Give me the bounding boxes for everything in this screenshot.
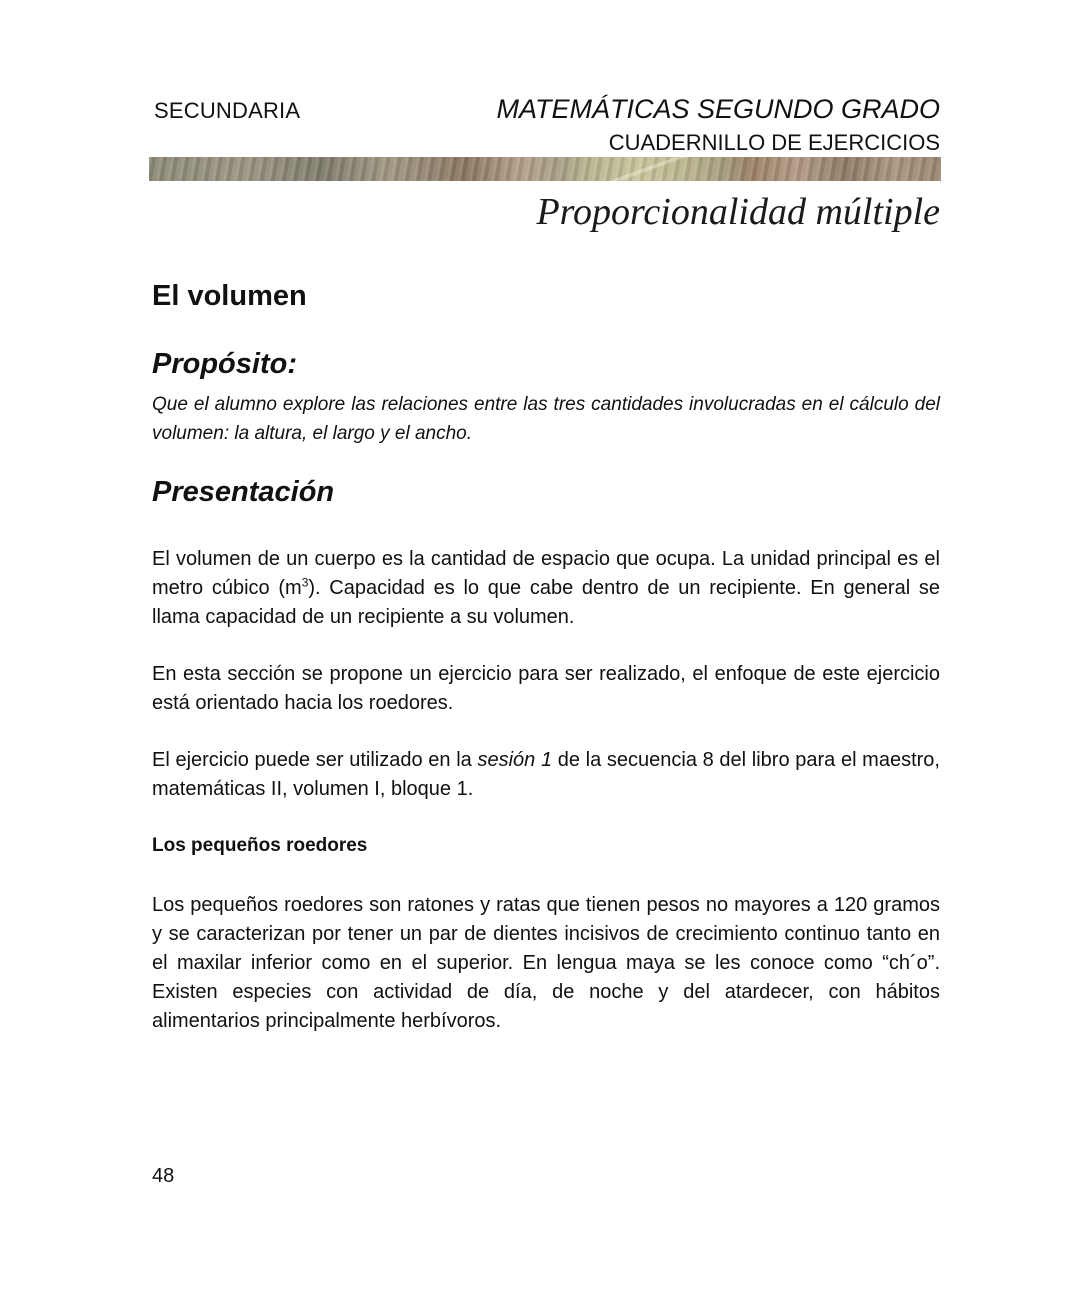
chapter-title: Proporcionalidad múltiple bbox=[536, 191, 940, 233]
subsection-paragraph: Los pequeños roedores son ratones y ratas que tienen pesos no mayores a 120 gramos y se caracterizan por tener un par de dientes incisivos de crecimiento continuo tanto en el maxilar inferior como en el superior. En lengua maya se les conoce como “ch´o”. Existen especies con actividad de día, de noche y del atardecer, con hábitos alimentarios principalmente herbívoros. bbox=[152, 894, 940, 1032]
presentation-paragraph-2: En esta sección se propone un ejercicio para ser realizado, el enfoque de este ejercicio está orientado hacia los roedores. bbox=[152, 663, 940, 714]
p3-italic-session: sesión 1 bbox=[477, 749, 553, 771]
subsection-heading: Los pequeños roedores bbox=[152, 835, 368, 856]
purpose-heading: Propósito: bbox=[152, 348, 297, 380]
p3-text-b: de la secuencia 8 del libro para el maestro, matemáticas II, volumen I, bloque 1. bbox=[152, 749, 940, 800]
p1-text-b: ). Capacidad es lo que cabe dentro de un recipiente. En general se llama capacidad de un recipiente a su volumen. bbox=[152, 577, 940, 628]
book-subtitle: CUADERNILLO DE EJERCICIOS bbox=[608, 130, 940, 155]
p3-text-a: El ejercicio puede ser utilizado en la bbox=[152, 749, 478, 771]
book-title: MATEMÁTICAS SEGUNDO GRADO bbox=[496, 94, 940, 124]
section-title: El volumen bbox=[152, 280, 307, 312]
decorative-texture-band bbox=[149, 157, 941, 181]
header-level: SECUNDARIA bbox=[154, 98, 301, 123]
purpose-text: Que el alumno explore las relaciones entre las tres cantidades involucradas en el cálculo del volumen: la altura, el largo y el ancho. bbox=[152, 394, 940, 444]
presentation-paragraph-3 bbox=[152, 746, 940, 804]
superscript-3: 3 bbox=[301, 575, 309, 590]
presentation-paragraph-1 bbox=[152, 545, 940, 632]
p1-text-a: El volumen de un cuerpo es la cantidad de espacio que ocupa. La unidad principal es el metro cúbico (m bbox=[152, 548, 940, 599]
presentation-heading: Presentación bbox=[152, 476, 335, 508]
page-number: 48 bbox=[152, 1165, 175, 1187]
